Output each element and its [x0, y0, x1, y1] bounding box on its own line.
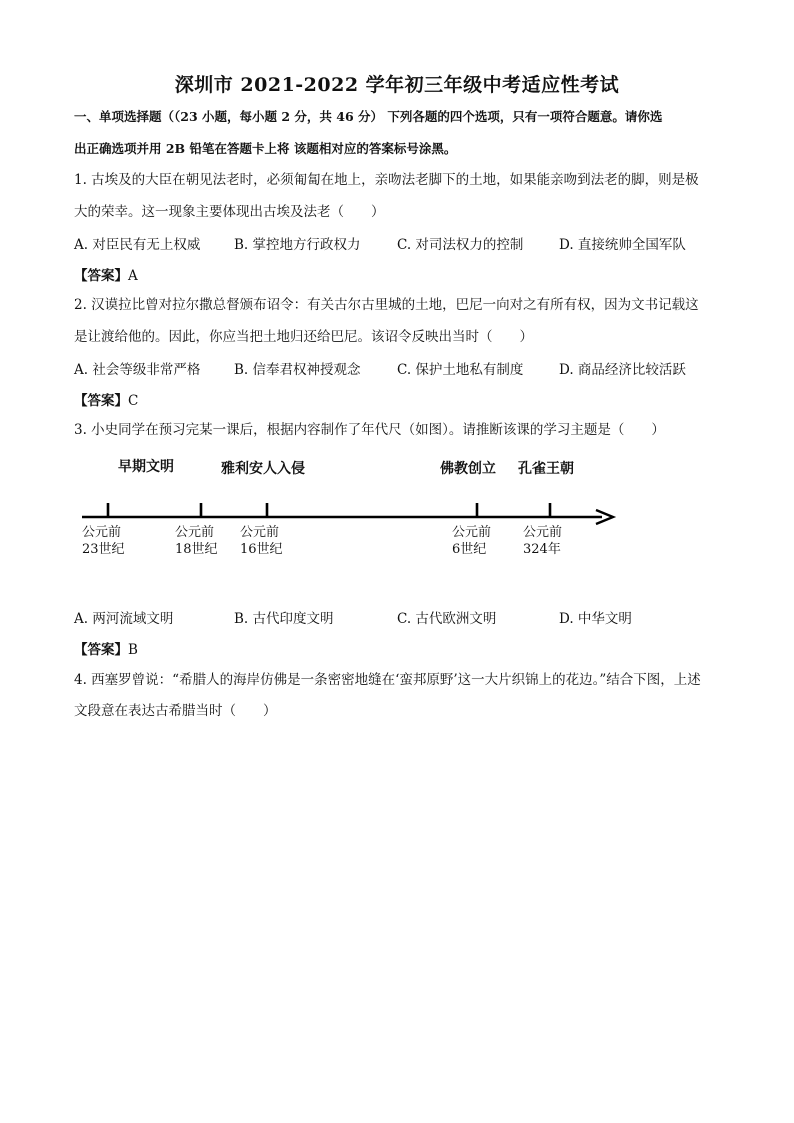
answer-tag: 【答案】 — [74, 642, 128, 658]
question-2-option-b: B. 信奉君权神授观念 — [234, 362, 361, 378]
question-1-answer — [74, 264, 138, 284]
answer-tag: 【答案】 — [74, 268, 128, 284]
question-2-option-d: D. 商品经济比较活跃 — [559, 362, 686, 378]
question-2-option-c: C. 保护土地私有制度 — [397, 362, 524, 378]
answer-value: B — [128, 642, 138, 658]
timeline-event-label: 孔雀王朝 — [518, 461, 574, 477]
answer-value: A — [128, 268, 138, 284]
answer-value: C — [128, 393, 139, 409]
timeline-event-label: 雅利安人入侵 — [221, 461, 305, 477]
question-3-stem-line1: 3. 小史同学在预习完某一课后，根据内容制作了年代尺（如图）。请推断该课的学习主题是（ ） — [74, 422, 665, 438]
timeline-date — [82, 524, 125, 558]
question-4-stem-line1: 4. 西塞罗曾说：“希腊人的海岸仿佛是一条密密地缝在‘蛮邦原野’这一大片织锦上的花边。”结合下图，上述 — [74, 672, 701, 688]
page-title: 深圳市 2021-2022 学年初三年级中考适应性考试 — [174, 74, 620, 96]
question-3-option-a: A. 两河流域文明 — [74, 611, 174, 627]
question-3-option-c: C. 古代欧洲文明 — [397, 611, 497, 627]
timeline-date-line2: 324年 — [523, 542, 561, 557]
timeline-date — [452, 524, 491, 558]
question-1-option-b: B. 掌控地方行政权力 — [234, 237, 361, 253]
timeline-date-line1: 公元前 — [175, 525, 215, 540]
question-3-option-b: B. 古代印度文明 — [234, 611, 334, 627]
timeline-date-line1: 公元前 — [82, 525, 122, 540]
timeline-event-label: 佛教创立 — [440, 461, 496, 477]
question-3-answer — [74, 638, 138, 658]
timeline-date — [523, 524, 562, 558]
question-2-stem-line2: 是让渡给他的。因此，你应当把土地归还给巴尼。该诏令反映出当时（ ） — [74, 329, 533, 345]
question-3-option-d: D. 中华文明 — [559, 611, 632, 627]
timeline-date-line2: 6世纪 — [452, 542, 487, 557]
question-1-option-d: D. 直接统帅全国军队 — [559, 237, 686, 253]
section-instructions-line2: 出正确选项并用 2B 铅笔在答题卡上将 该题相对应的答案标号涂黑。 — [74, 141, 457, 156]
section-instructions-line1: 一、单项选择题（（23 小题，每小题 2 分，共 46 分） 下列各题的四个选项，只有一项符合题意。请你选 — [74, 109, 663, 124]
timeline-date-line2: 18世纪 — [175, 542, 218, 557]
timeline-date-line2: 16世纪 — [240, 542, 283, 557]
question-2-stem-line1: 2. 汉谟拉比曾对拉尔撒总督颁布诏令：有关古尔古里城的土地，巴尼一向对之有所有权，因为文书记载这 — [74, 297, 699, 313]
timeline-date-line1: 公元前 — [240, 525, 280, 540]
timeline-date-line1: 公元前 — [523, 525, 563, 540]
question-1-option-a: A. 对臣民有无上权威 — [74, 237, 201, 253]
question-1-option-c: C. 对司法权力的控制 — [397, 237, 524, 253]
timeline-date — [175, 524, 218, 558]
timeline-axis — [70, 496, 620, 526]
question-1-stem-line2: 大的荣幸。这一现象主要体现出古埃及法老（ ） — [74, 204, 385, 220]
answer-tag: 【答案】 — [74, 393, 128, 409]
question-2-option-a: A. 社会等级非常严格 — [74, 362, 201, 378]
question-2-answer — [74, 389, 138, 409]
timeline-date-line2: 23世纪 — [82, 542, 125, 557]
question-1-stem-line1: 1. 古埃及的大臣在朝见法老时，必须匍匐在地上，亲吻法老脚下的土地，如果能亲吻到法老的脚，则是极 — [74, 172, 699, 188]
timeline-date-line1: 公元前 — [452, 525, 492, 540]
timeline-date — [240, 524, 283, 558]
timeline-event-label: 早期文明 — [118, 459, 174, 475]
question-4-stem-line2: 文段意在表达古希腊当时（ ） — [74, 703, 277, 719]
